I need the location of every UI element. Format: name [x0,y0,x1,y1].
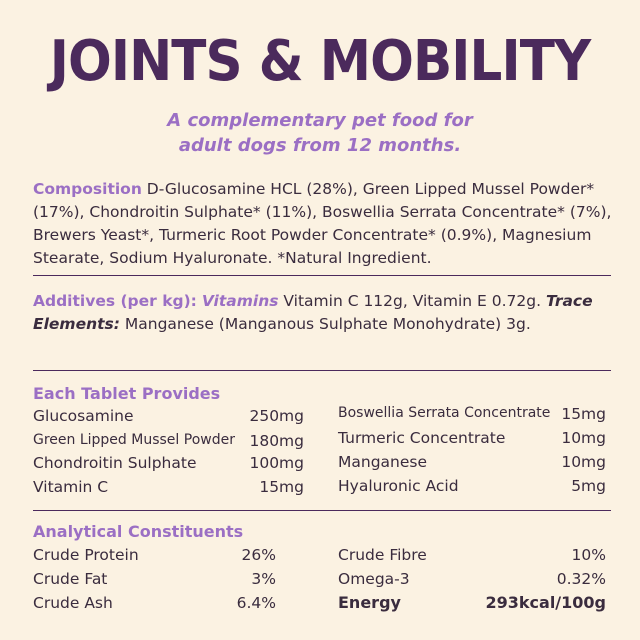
tablet-heading: Each Tablet Provides [33,384,221,403]
vitamins-text: Vitamin C 112g, Vitamin E 0.72g. [278,292,546,310]
tablet-item-value: 15mg [259,478,304,496]
tablet-item-value: 100mg [249,454,304,472]
analytical-row [33,546,276,564]
subtitle-line-2: adult dogs from 12 months. [178,135,462,156]
divider [33,275,611,276]
trace-elements-text: Manganese (Manganous Sulphate Monohydrate) 3g. [119,315,531,333]
tablet-item-name: Hyaluronic Acid [338,477,459,495]
composition-label: Composition [33,180,142,198]
subtitle [0,108,640,158]
analytical-item-name: Crude Protein [33,546,139,564]
analytical-item-name: Omega-3 [338,570,410,588]
analytical-item-value: 3% [251,570,276,588]
additives-paragraph [33,290,613,336]
divider [33,370,611,371]
tablet-item-name: Chondroitin Sulphate [33,454,197,472]
tablet-item-name: Boswellia Serrata Concentrate [338,405,551,421]
tablet-row [33,454,304,472]
additives-label: Additives (per kg): [33,292,197,310]
tablet-row [33,478,304,496]
analytical-row [338,570,606,588]
tablet-row [33,432,304,450]
analytical-item-value: 293kcal/100g [485,593,606,612]
analytical-item-name: Crude Fat [33,570,108,588]
vitamins-label: Vitamins [201,292,279,310]
tablet-item-name: Vitamin C [33,478,109,496]
tablet-item-value: 250mg [249,407,304,425]
analytical-row [338,593,606,612]
analytical-item-value: 0.32% [556,570,606,588]
analytical-item-name: Energy [338,593,401,612]
trace-elements-label: Trace Elements: [33,292,593,333]
analytical-row [338,546,606,564]
analytical-item-name: Crude Ash [33,594,113,612]
subtitle-line-1: A complementary pet food for [167,110,473,131]
tablet-item-value: 180mg [249,432,304,450]
tablet-item-value: 10mg [561,429,606,447]
divider [33,510,611,511]
page-title: JOINTS & MOBILITY [49,29,591,94]
tablet-item-value: 15mg [561,405,606,423]
tablet-row [338,405,606,423]
analytical-row [33,570,276,588]
tablet-item-value: 10mg [561,453,606,471]
tablet-item-name: Glucosamine [33,407,134,425]
tablet-row [338,453,606,471]
composition-text: D-Glucosamine HCL (28%), Green Lipped Mussel Powder* (17%), Chondroitin Sulphate* (11%), Boswellia Serrata Concentrate* (7%), Brewers Yeast*, Turmeric Root Powder Concentrate* (0.9%), Magnesium Stearate, Sodium Hyaluronate. *Natural Ingredient. [33,180,612,267]
analytical-heading: Analytical Constituents [33,522,244,541]
tablet-item-name: Turmeric Concentrate [338,429,506,447]
analytical-item-value: 26% [241,546,276,564]
composition-paragraph [33,178,613,270]
analytical-row [33,594,276,612]
tablet-row [33,407,304,425]
tablet-row [338,429,606,447]
tablet-item-name: Manganese [338,453,428,471]
tablet-item-value: 5mg [571,477,606,495]
analytical-item-value: 10% [571,546,606,564]
tablet-row [338,477,606,495]
analytical-item-name: Crude Fibre [338,546,427,564]
tablet-item-name: Green Lipped Mussel Powder [33,432,235,448]
analytical-item-value: 6.4% [236,594,276,612]
